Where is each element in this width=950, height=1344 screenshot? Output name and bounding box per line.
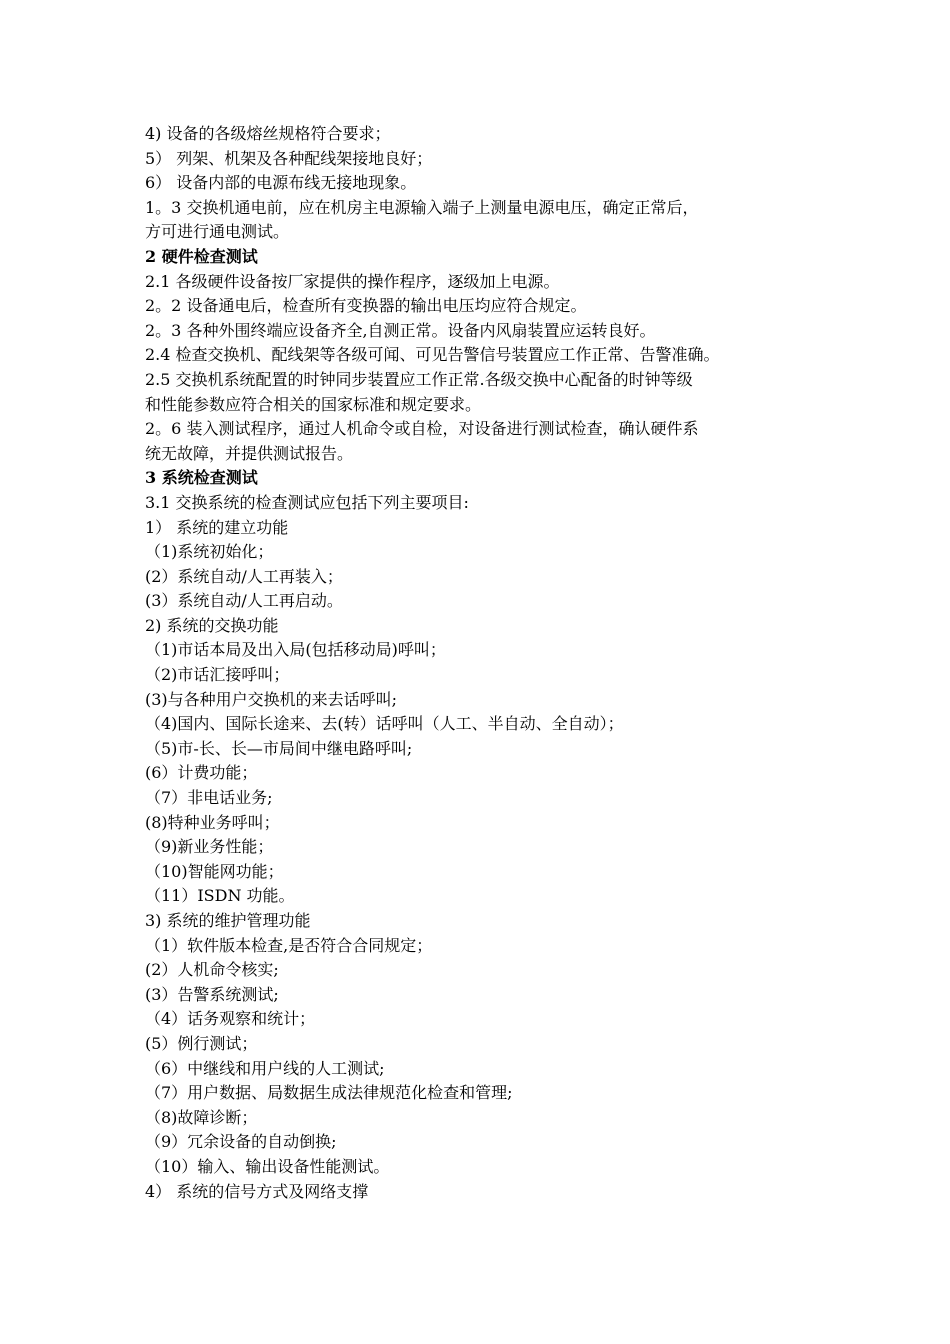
text-line: 3) 系统的维护管理功能 bbox=[145, 911, 311, 930]
text-line: （5)市-长、长—市局间中继电路呼叫; bbox=[145, 738, 413, 758]
text-line: （1)系统初始化； bbox=[145, 542, 274, 562]
text-line: 5） 列架、机架及各种配线架接地良好； bbox=[145, 148, 433, 168]
text-line: （6）中继线和用户线的人工测试; bbox=[145, 1058, 385, 1078]
text-line: （10）输入、输出设备性能测试。 bbox=[145, 1156, 390, 1176]
text-line: 2.4 检查交换机、配线架等各级可闻、可见告警信号装置应工作正常、告警准确。 bbox=[145, 345, 720, 365]
text-line: 4） 系统的信号方式及网络支撑 bbox=[145, 1181, 369, 1201]
text-line: (5）例行测试； bbox=[145, 1033, 258, 1053]
text-line: (2）人机命令核实; bbox=[145, 960, 279, 980]
text-line: （1)市话本局及出入局(包括移动局)呼叫； bbox=[145, 640, 446, 660]
text-line: 2。2 设备通电后，检查所有变换器的输出电压均应符合规定。 bbox=[145, 296, 587, 316]
text-line: 2.1 各级硬件设备按厂家提供的操作程序，逐级加上电源。 bbox=[145, 271, 560, 291]
text-line: (3）系统自动/人工再启动。 bbox=[145, 591, 343, 611]
text-line: (8)特种业务呼叫； bbox=[145, 812, 280, 832]
text-line: 方可进行通电测试。 bbox=[145, 222, 290, 242]
section-heading: 3 系统检查测试 bbox=[145, 468, 258, 488]
section-heading: 2 硬件检查测试 bbox=[145, 246, 258, 266]
text-line: （7）用户数据、局数据生成法律规范化检查和管理; bbox=[145, 1083, 513, 1103]
text-line: 6） 设备内部的电源布线无接地现象。 bbox=[145, 173, 417, 193]
text-line: 3.1 交换系统的检查测试应包括下列主要项目: bbox=[145, 492, 469, 512]
document-body bbox=[145, 122, 825, 1204]
text-line: （4）话务观察和统计； bbox=[145, 1009, 316, 1029]
text-line: 2.5 交换机系统配置的时钟同步装置应工作正常.各级交换中心配备的时钟等级 bbox=[145, 369, 693, 389]
text-line: (6）计费功能； bbox=[145, 763, 258, 783]
text-line: (3）告警系统测试; bbox=[145, 984, 279, 1004]
text-line: （9）冗余设备的自动倒换; bbox=[145, 1132, 337, 1152]
text-line: （2)市话汇接呼叫； bbox=[145, 665, 290, 685]
text-line: (2）系统自动/人工再装入； bbox=[145, 566, 343, 586]
text-line: 统无故障，并提供测试报告。 bbox=[145, 443, 354, 463]
text-line: （7）非电话业务; bbox=[145, 788, 273, 808]
text-line: 2) 系统的交换功能 bbox=[145, 615, 279, 635]
text-line: (3)与各种用户交换机的来去话呼叫; bbox=[145, 689, 398, 709]
text-line: （8)故障诊断； bbox=[145, 1107, 258, 1127]
text-line: （9)新业务性能； bbox=[145, 837, 274, 857]
text-line: 1。3 交换机通电前，应在机房主电源输入端子上测量电源电压，确定正常后， bbox=[145, 197, 699, 217]
text-line: 4) 设备的各级熔丝规格符合要求； bbox=[145, 124, 391, 143]
text-line: 2。6 装入测试程序，通过人机命令或自检，对设备进行测试检查，确认硬件系 bbox=[145, 419, 699, 439]
text-line: （4)国内、国际长途来、去(转）话呼叫（人工、半自动、全自动）； bbox=[145, 714, 624, 734]
text-line: 1） 系统的建立功能 bbox=[145, 517, 289, 537]
text-line: （11）ISDN 功能。 bbox=[145, 886, 295, 906]
text-line: （1）软件版本检查,是否符合合同规定； bbox=[145, 935, 433, 955]
text-line: （10)智能网功能； bbox=[145, 861, 284, 881]
text-line: 和性能参数应符合相关的国家标准和规定要求。 bbox=[145, 394, 482, 414]
text-line: 2。3 各种外围终端应设备齐全,自测正常。设备内风扇装置应运转良好。 bbox=[145, 320, 656, 340]
